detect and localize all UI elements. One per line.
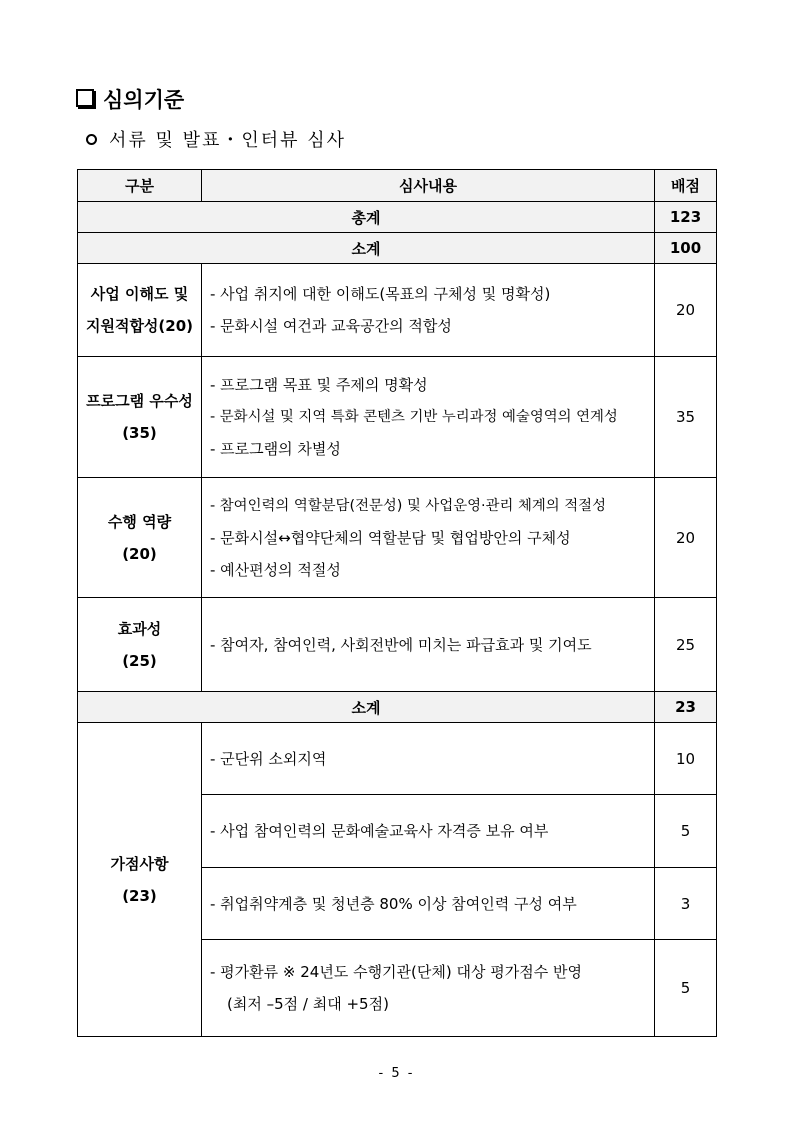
total-row (78, 202, 717, 233)
list-item: - 참여자, 참여인력, 사회전반에 미치는 파급효과 및 기여도 (210, 635, 592, 654)
list-item: - 문화시설 여건과 교육공간의 적합성 (210, 317, 452, 335)
row-category: 프로그램 우수성 (35) (78, 357, 202, 478)
total-label: 총계 (78, 202, 655, 233)
circle-bullet-icon (86, 134, 97, 145)
subsection-heading (86, 126, 346, 152)
bonus-row (78, 723, 717, 795)
table-header-row (78, 170, 717, 202)
subtotal-score: 100 (655, 233, 717, 264)
list-item: - 문화시설↔협약단체의 역할분담 및 협업방안의 구체성 (210, 528, 571, 547)
bonus-subtotal-score: 23 (655, 692, 717, 723)
bonus-score: 10 (655, 723, 717, 795)
bonus-score: 5 (655, 795, 717, 868)
total-score: 123 (655, 202, 717, 233)
row-score: 35 (655, 357, 717, 478)
subtotal-row (78, 233, 717, 264)
bonus-score: 5 (655, 940, 717, 1037)
table-row (78, 264, 717, 357)
list-item: - 문화시설 및 지역 특화 콘텐츠 기반 누리과정 예술영역의 연계성 (210, 409, 618, 425)
checkbox-icon (76, 89, 94, 107)
list-item: - 참여인력의 역할분담(전문성) 및 사업운영·관리 체계의 적절성 (210, 497, 606, 514)
bonus-category: 가점사항 (23) (78, 723, 202, 1037)
bonus-score: 3 (655, 868, 717, 940)
subtotal-label: 소계 (78, 233, 655, 264)
list-item: - 예산편성의 적절성 (210, 560, 341, 579)
subsection-title: 서류 및 발표・인터뷰 심사 (109, 130, 347, 151)
row-items (202, 357, 655, 478)
table-row (78, 478, 717, 598)
row-category: 사업 이해도 및 지원적합성(20) (78, 264, 202, 357)
row-items (202, 264, 655, 357)
row-score: 25 (655, 598, 717, 692)
bonus-subtotal-row (78, 692, 717, 723)
bonus-item: - 사업 참여인력의 문화예술교육사 자격증 보유 여부 (202, 795, 655, 868)
header-category: 구분 (78, 170, 202, 202)
header-score: 배점 (655, 170, 717, 202)
bonus-item: - 취업취약계층 및 청년층 80% 이상 참여인력 구성 여부 (202, 868, 655, 940)
section-heading (76, 84, 184, 114)
row-category: 수행 역량 (20) (78, 478, 202, 598)
list-item: - 프로그램의 차별성 (210, 440, 341, 458)
bonus-item: - 평가환류 ※ 24년도 수행기관(단체) 대상 평가점수 반영 (최저 –5점 / 최대 +5점) (202, 940, 655, 1037)
table-row (78, 598, 717, 692)
page-number: - 5 - (378, 1066, 415, 1081)
bonus-subtotal-label: 소계 (78, 692, 655, 723)
row-category: 효과성 (25) (78, 598, 202, 692)
criteria-table (77, 169, 717, 1037)
row-score: 20 (655, 478, 717, 598)
table-row (78, 357, 717, 478)
bonus-item: - 군단위 소외지역 (202, 723, 655, 795)
row-score: 20 (655, 264, 717, 357)
list-item: - 프로그램 목표 및 주제의 명확성 (210, 376, 428, 394)
list-item: - 사업 취지에 대한 이해도(목표의 구체성 및 명확성) (210, 285, 551, 303)
row-items (202, 598, 655, 692)
section-title: 심의기준 (103, 88, 185, 112)
header-content: 심사내용 (202, 170, 655, 202)
row-items (202, 478, 655, 598)
